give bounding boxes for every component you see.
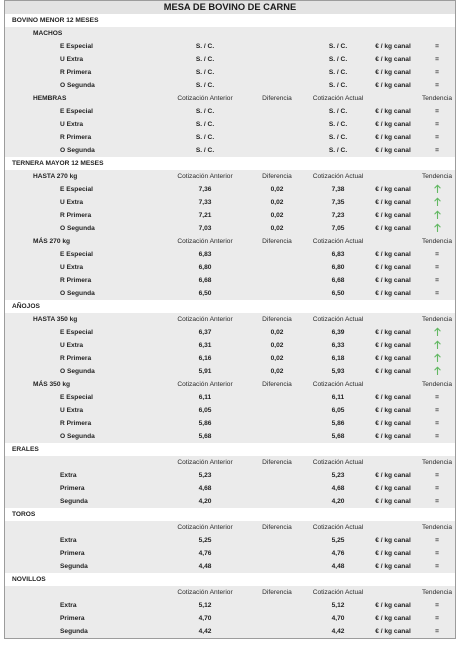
col-header-diferencia: Diferencia	[262, 381, 292, 388]
grade-label: R Primera	[60, 277, 92, 284]
group-label: HASTA 270 kg	[33, 173, 78, 180]
col-header-cotizacion-anterior: Cotización Anterior	[177, 524, 233, 531]
unit-label: € / kg canal	[375, 134, 411, 141]
group-header-hasta-350-kg	[5, 313, 455, 326]
grade-label: R Primera	[60, 420, 92, 427]
cotizacion-actual-value: 4,70	[331, 615, 345, 622]
cotizacion-anterior-value: 5,91	[198, 368, 212, 375]
page-title: MESA DE BOVINO DE CARNE	[5, 1, 455, 14]
unit-label: € / kg canal	[375, 472, 411, 479]
unit-label: € / kg canal	[375, 394, 411, 401]
table-row	[5, 599, 455, 612]
table-row	[5, 40, 455, 53]
cotizacion-actual-value: 5,12	[331, 602, 345, 609]
cotizacion-actual-value: 6,50	[331, 290, 345, 297]
cotizacion-anterior-value: 4,68	[198, 485, 212, 492]
trend-cell	[419, 196, 455, 209]
cotizacion-anterior-value: 7,03	[198, 225, 212, 232]
trend-value: =	[435, 134, 439, 141]
unit-label: € / kg canal	[375, 251, 411, 258]
table-row	[5, 417, 455, 430]
col-header-tendencia: Tendencia	[421, 238, 453, 245]
section-body	[5, 456, 455, 508]
col-header-tendencia: Tendencia	[421, 524, 453, 531]
group-header-hembras	[5, 92, 455, 105]
cotizacion-actual-value: 7,38	[331, 186, 345, 193]
cotizacion-anterior-value: 6,80	[198, 264, 212, 271]
grade-label: Segunda	[60, 498, 88, 505]
table-row	[5, 612, 455, 625]
unit-label: € / kg canal	[375, 108, 411, 115]
unit-label: € / kg canal	[375, 212, 411, 219]
table-row	[5, 183, 455, 196]
table-row	[5, 547, 455, 560]
table-row	[5, 560, 455, 573]
group-header-machos	[5, 27, 455, 40]
section-erales	[5, 443, 455, 508]
cotizacion-actual-value: 5,25	[331, 537, 345, 544]
unit-label: € / kg canal	[375, 43, 411, 50]
table-row	[5, 261, 455, 274]
unit-label: € / kg canal	[375, 628, 411, 635]
grade-label: O Segunda	[60, 290, 95, 297]
grade-label: O Segunda	[60, 433, 95, 440]
trend-value: =	[435, 563, 439, 570]
col-header-cotizacion-anterior: Cotización Anterior	[177, 459, 233, 466]
trend-value: =	[435, 108, 439, 115]
group-label: HEMBRAS	[33, 95, 67, 102]
cotizacion-actual-value: 6,80	[331, 264, 345, 271]
trend-value: =	[435, 485, 439, 492]
grade-label: O Segunda	[60, 225, 95, 232]
section-title-row	[5, 300, 455, 313]
unit-label: € / kg canal	[375, 498, 411, 505]
cotizacion-anterior-value: 6,31	[198, 342, 212, 349]
col-header-diferencia: Diferencia	[262, 238, 292, 245]
unit-label: € / kg canal	[375, 56, 411, 63]
col-header-diferencia: Diferencia	[262, 316, 292, 323]
table-row	[5, 404, 455, 417]
grade-label: Segunda	[60, 563, 88, 570]
cotizacion-anterior-value: 6,37	[198, 329, 212, 336]
diferencia-value: 0,02	[270, 329, 284, 336]
section-title: NOVILLOS	[12, 576, 46, 583]
unit-label: € / kg canal	[375, 82, 411, 89]
col-header-cotizacion-anterior: Cotización Anterior	[177, 316, 233, 323]
cotizacion-anterior-value: 5,12	[198, 602, 212, 609]
cotizacion-actual-value: 4,68	[331, 485, 345, 492]
grade-label: U Extra	[60, 342, 84, 349]
cotizacion-anterior-value: 4,76	[198, 550, 212, 557]
table-row	[5, 287, 455, 300]
table-row	[5, 430, 455, 443]
diferencia-value: 0,02	[270, 368, 284, 375]
unit-label: € / kg canal	[375, 69, 411, 76]
col-header-tendencia: Tendencia	[421, 381, 453, 388]
trend-value: =	[435, 498, 439, 505]
grade-label: E Especial	[60, 251, 93, 258]
cotizacion-anterior-value: 6,16	[198, 355, 212, 362]
unit-label: € / kg canal	[375, 550, 411, 557]
grade-label: Primera	[60, 485, 85, 492]
unit-label: € / kg canal	[375, 264, 411, 271]
unit-label: € / kg canal	[375, 433, 411, 440]
trend-cell	[419, 326, 455, 339]
grade-label: E Especial	[60, 43, 93, 50]
col-header-cotizacion-actual: Cotización Actual	[312, 459, 364, 466]
col-header-diferencia: Diferencia	[262, 589, 292, 596]
group-header	[5, 521, 455, 534]
table-row	[5, 66, 455, 79]
grade-label: E Especial	[60, 108, 93, 115]
table-row	[5, 339, 455, 352]
cotizacion-anterior-value: 4,48	[198, 563, 212, 570]
unit-label: € / kg canal	[375, 355, 411, 362]
diferencia-value: 0,02	[270, 225, 284, 232]
table-row	[5, 391, 455, 404]
cotizacion-actual-value: S. / C.	[328, 147, 348, 154]
trend-value: =	[435, 43, 439, 50]
cotizacion-anterior-value: 5,23	[198, 472, 212, 479]
table-row	[5, 144, 455, 157]
unit-label: € / kg canal	[375, 563, 411, 570]
cotizacion-actual-value: S. / C.	[328, 82, 348, 89]
cotizacion-anterior-value: 6,11	[198, 394, 212, 401]
section-title: AÑOJOS	[12, 303, 40, 310]
trend-cell	[419, 209, 455, 222]
cotizacion-actual-value: 6,33	[331, 342, 345, 349]
section-body	[5, 170, 455, 300]
col-header-cotizacion-actual: Cotización Actual	[312, 589, 364, 596]
section-title-row	[5, 573, 455, 586]
trend-value: =	[435, 628, 439, 635]
trend-value: =	[435, 615, 439, 622]
unit-label: € / kg canal	[375, 290, 411, 297]
cotizacion-actual-value: 6,05	[331, 407, 345, 414]
trend-value: =	[435, 433, 439, 440]
diferencia-value: 0,02	[270, 199, 284, 206]
unit-label: € / kg canal	[375, 147, 411, 154]
trend-value: =	[435, 69, 439, 76]
grade-label: R Primera	[60, 212, 92, 219]
grade-label: U Extra	[60, 121, 84, 128]
unit-label: € / kg canal	[375, 225, 411, 232]
group-header	[5, 456, 455, 469]
unit-label: € / kg canal	[375, 342, 411, 349]
section-bovino-menor-12-meses	[5, 14, 455, 157]
col-header-tendencia: Tendencia	[421, 95, 453, 102]
unit-label: € / kg canal	[375, 277, 411, 284]
table-row	[5, 625, 455, 638]
grade-label: U Extra	[60, 264, 84, 271]
section-toros	[5, 508, 455, 573]
grade-label: R Primera	[60, 134, 92, 141]
trend-value: =	[435, 251, 439, 258]
table-row	[5, 222, 455, 235]
col-header-tendencia: Tendencia	[421, 316, 453, 323]
cotizacion-anterior-value: S. / C.	[195, 108, 215, 115]
arrow-up-icon	[434, 366, 441, 375]
cotizacion-actual-value: 6,68	[331, 277, 345, 284]
col-header-diferencia: Diferencia	[262, 95, 292, 102]
cotizacion-anterior-value: S. / C.	[195, 147, 215, 154]
arrow-up-icon	[434, 353, 441, 362]
table-row	[5, 469, 455, 482]
table-row	[5, 365, 455, 378]
section-title-row	[5, 508, 455, 521]
arrow-up-icon	[434, 327, 441, 336]
cotizacion-anterior-value: 4,20	[198, 498, 212, 505]
col-header-tendencia: Tendencia	[421, 459, 453, 466]
section-title-row	[5, 443, 455, 456]
cotizacion-actual-value: 7,23	[331, 212, 345, 219]
unit-label: € / kg canal	[375, 186, 411, 193]
cotizacion-actual-value: 5,68	[331, 433, 345, 440]
trend-cell	[419, 183, 455, 196]
section-body	[5, 586, 455, 638]
grade-label: U Extra	[60, 56, 84, 63]
unit-label: € / kg canal	[375, 121, 411, 128]
cotizacion-actual-value: 5,23	[331, 472, 345, 479]
cotizacion-anterior-value: 7,36	[198, 186, 212, 193]
trend-value: =	[435, 121, 439, 128]
grade-label: R Primera	[60, 69, 92, 76]
cotizacion-anterior-value: S. / C.	[195, 82, 215, 89]
table-row	[5, 274, 455, 287]
cotizacion-actual-value: 4,48	[331, 563, 345, 570]
cotizacion-anterior-value: 7,33	[198, 199, 212, 206]
grade-label: Segunda	[60, 628, 88, 635]
cotizacion-actual-value: 6,18	[331, 355, 345, 362]
table-row	[5, 79, 455, 92]
trend-value: =	[435, 472, 439, 479]
col-header-tendencia: Tendencia	[421, 589, 453, 596]
cotizacion-anterior-value: 7,21	[198, 212, 212, 219]
unit-label: € / kg canal	[375, 329, 411, 336]
cotizacion-anterior-value: S. / C.	[195, 134, 215, 141]
unit-label: € / kg canal	[375, 615, 411, 622]
group-label: MACHOS	[33, 30, 63, 37]
col-header-cotizacion-actual: Cotización Actual	[312, 173, 364, 180]
cotizacion-anterior-value: 6,50	[198, 290, 212, 297]
table-row	[5, 209, 455, 222]
table-row	[5, 352, 455, 365]
col-header-cotizacion-actual: Cotización Actual	[312, 95, 364, 102]
cotizacion-anterior-value: 4,70	[198, 615, 212, 622]
cotizacion-anterior-value: 6,05	[198, 407, 212, 414]
table-row	[5, 131, 455, 144]
cotizacion-anterior-value: 5,86	[198, 420, 212, 427]
grade-label: Extra	[60, 602, 77, 609]
trend-value: =	[435, 537, 439, 544]
grade-label: O Segunda	[60, 82, 95, 89]
diferencia-value: 0,02	[270, 355, 284, 362]
group-label: MÁS 350 kg	[33, 381, 71, 388]
table-row	[5, 53, 455, 66]
grade-label: Extra	[60, 472, 77, 479]
cotizacion-actual-value: 6,39	[331, 329, 345, 336]
unit-label: € / kg canal	[375, 407, 411, 414]
cotizacion-anterior-value: S. / C.	[195, 43, 215, 50]
cotizacion-actual-value: 7,05	[331, 225, 345, 232]
unit-label: € / kg canal	[375, 602, 411, 609]
trend-value: =	[435, 82, 439, 89]
col-header-cotizacion-actual: Cotización Actual	[312, 524, 364, 531]
group-label: HASTA 350 kg	[33, 316, 78, 323]
col-header-cotizacion-anterior: Cotización Anterior	[177, 589, 233, 596]
section-ternera-mayor-12-meses	[5, 157, 455, 300]
trend-value: =	[435, 407, 439, 414]
diferencia-value: 0,02	[270, 186, 284, 193]
section-body	[5, 521, 455, 573]
cotizacion-anterior-value: 5,25	[198, 537, 212, 544]
arrow-up-icon	[434, 184, 441, 193]
unit-label: € / kg canal	[375, 485, 411, 492]
col-header-tendencia: Tendencia	[421, 173, 453, 180]
cotizacion-actual-value: 6,11	[331, 394, 345, 401]
section-title-row	[5, 14, 455, 27]
cotizacion-anterior-value: 6,68	[198, 277, 212, 284]
trend-cell	[419, 222, 455, 235]
arrow-up-icon	[434, 197, 441, 206]
grade-label: E Especial	[60, 329, 93, 336]
trend-value: =	[435, 147, 439, 154]
table-row	[5, 248, 455, 261]
col-header-cotizacion-actual: Cotización Actual	[312, 238, 364, 245]
table-row	[5, 196, 455, 209]
cotizacion-anterior-value: 6,83	[198, 251, 212, 258]
cotizacion-anterior-value: S. / C.	[195, 121, 215, 128]
arrow-up-icon	[434, 210, 441, 219]
cotizacion-actual-value: 7,35	[331, 199, 345, 206]
grade-label: Primera	[60, 550, 85, 557]
trend-value: =	[435, 264, 439, 271]
group-header	[5, 586, 455, 599]
col-header-cotizacion-actual: Cotización Actual	[312, 316, 364, 323]
section-novillos	[5, 573, 455, 638]
grade-label: O Segunda	[60, 147, 95, 154]
cotizacion-actual-value: S. / C.	[328, 121, 348, 128]
table-row	[5, 326, 455, 339]
trend-cell	[419, 339, 455, 352]
trend-value: =	[435, 56, 439, 63]
unit-label: € / kg canal	[375, 420, 411, 427]
group-label: MÁS 270 kg	[33, 238, 71, 245]
grade-label: Extra	[60, 537, 77, 544]
col-header-diferencia: Diferencia	[262, 524, 292, 531]
cotizacion-anterior-value: 5,68	[198, 433, 212, 440]
cotizacion-anterior-value: S. / C.	[195, 56, 215, 63]
trend-value: =	[435, 277, 439, 284]
trend-value: =	[435, 394, 439, 401]
grade-label: Primera	[60, 615, 85, 622]
cotizacion-actual-value: 4,42	[331, 628, 345, 635]
group-header-mas-350-kg	[5, 378, 455, 391]
cotizacion-actual-value: 4,76	[331, 550, 345, 557]
trend-value: =	[435, 550, 439, 557]
trend-value: =	[435, 290, 439, 297]
diferencia-value: 0,02	[270, 212, 284, 219]
cotizacion-actual-value: 5,86	[331, 420, 345, 427]
col-header-cotizacion-actual: Cotización Actual	[312, 381, 364, 388]
cotizacion-anterior-value: 4,42	[198, 628, 212, 635]
unit-label: € / kg canal	[375, 199, 411, 206]
grade-label: U Extra	[60, 407, 84, 414]
col-header-cotizacion-anterior: Cotización Anterior	[177, 381, 233, 388]
grade-label: R Primera	[60, 355, 92, 362]
section-title: BOVINO MENOR 12 MESES	[12, 17, 99, 24]
table-row	[5, 495, 455, 508]
trend-value: =	[435, 420, 439, 427]
grade-label: O Segunda	[60, 368, 95, 375]
trend-value: =	[435, 602, 439, 609]
col-header-cotizacion-anterior: Cotización Anterior	[177, 238, 233, 245]
arrow-up-icon	[434, 223, 441, 232]
cotizacion-actual-value: S. / C.	[328, 56, 348, 63]
table-row	[5, 118, 455, 131]
cotizacion-actual-value: S. / C.	[328, 134, 348, 141]
group-header-hasta-270-kg	[5, 170, 455, 183]
trend-cell	[419, 352, 455, 365]
cotizacion-actual-value: S. / C.	[328, 43, 348, 50]
unit-label: € / kg canal	[375, 537, 411, 544]
trend-cell	[419, 365, 455, 378]
col-header-diferencia: Diferencia	[262, 173, 292, 180]
grade-label: E Especial	[60, 186, 93, 193]
group-header-mas-270-kg	[5, 235, 455, 248]
sections-container	[5, 14, 455, 638]
mesa-bovino-table	[4, 0, 456, 639]
arrow-up-icon	[434, 340, 441, 349]
section-title-row	[5, 157, 455, 170]
section-title: TOROS	[12, 511, 36, 518]
cotizacion-actual-value: S. / C.	[328, 108, 348, 115]
section-title: TERNERA MAYOR 12 MESES	[12, 160, 104, 167]
section-body	[5, 27, 455, 157]
cotizacion-anterior-value: S. / C.	[195, 69, 215, 76]
diferencia-value: 0,02	[270, 342, 284, 349]
col-header-diferencia: Diferencia	[262, 459, 292, 466]
cotizacion-actual-value: 4,20	[331, 498, 345, 505]
section-title: ERALES	[12, 446, 39, 453]
section-anojos	[5, 300, 455, 443]
table-row	[5, 534, 455, 547]
grade-label: E Especial	[60, 394, 93, 401]
cotizacion-actual-value: 6,83	[331, 251, 345, 258]
cotizacion-actual-value: 5,93	[331, 368, 345, 375]
table-row	[5, 105, 455, 118]
cotizacion-actual-value: S. / C.	[328, 69, 348, 76]
col-header-cotizacion-anterior: Cotización Anterior	[177, 173, 233, 180]
col-header-cotizacion-anterior: Cotización Anterior	[177, 95, 233, 102]
section-body	[5, 313, 455, 443]
grade-label: U Extra	[60, 199, 84, 206]
unit-label: € / kg canal	[375, 368, 411, 375]
table-row	[5, 482, 455, 495]
